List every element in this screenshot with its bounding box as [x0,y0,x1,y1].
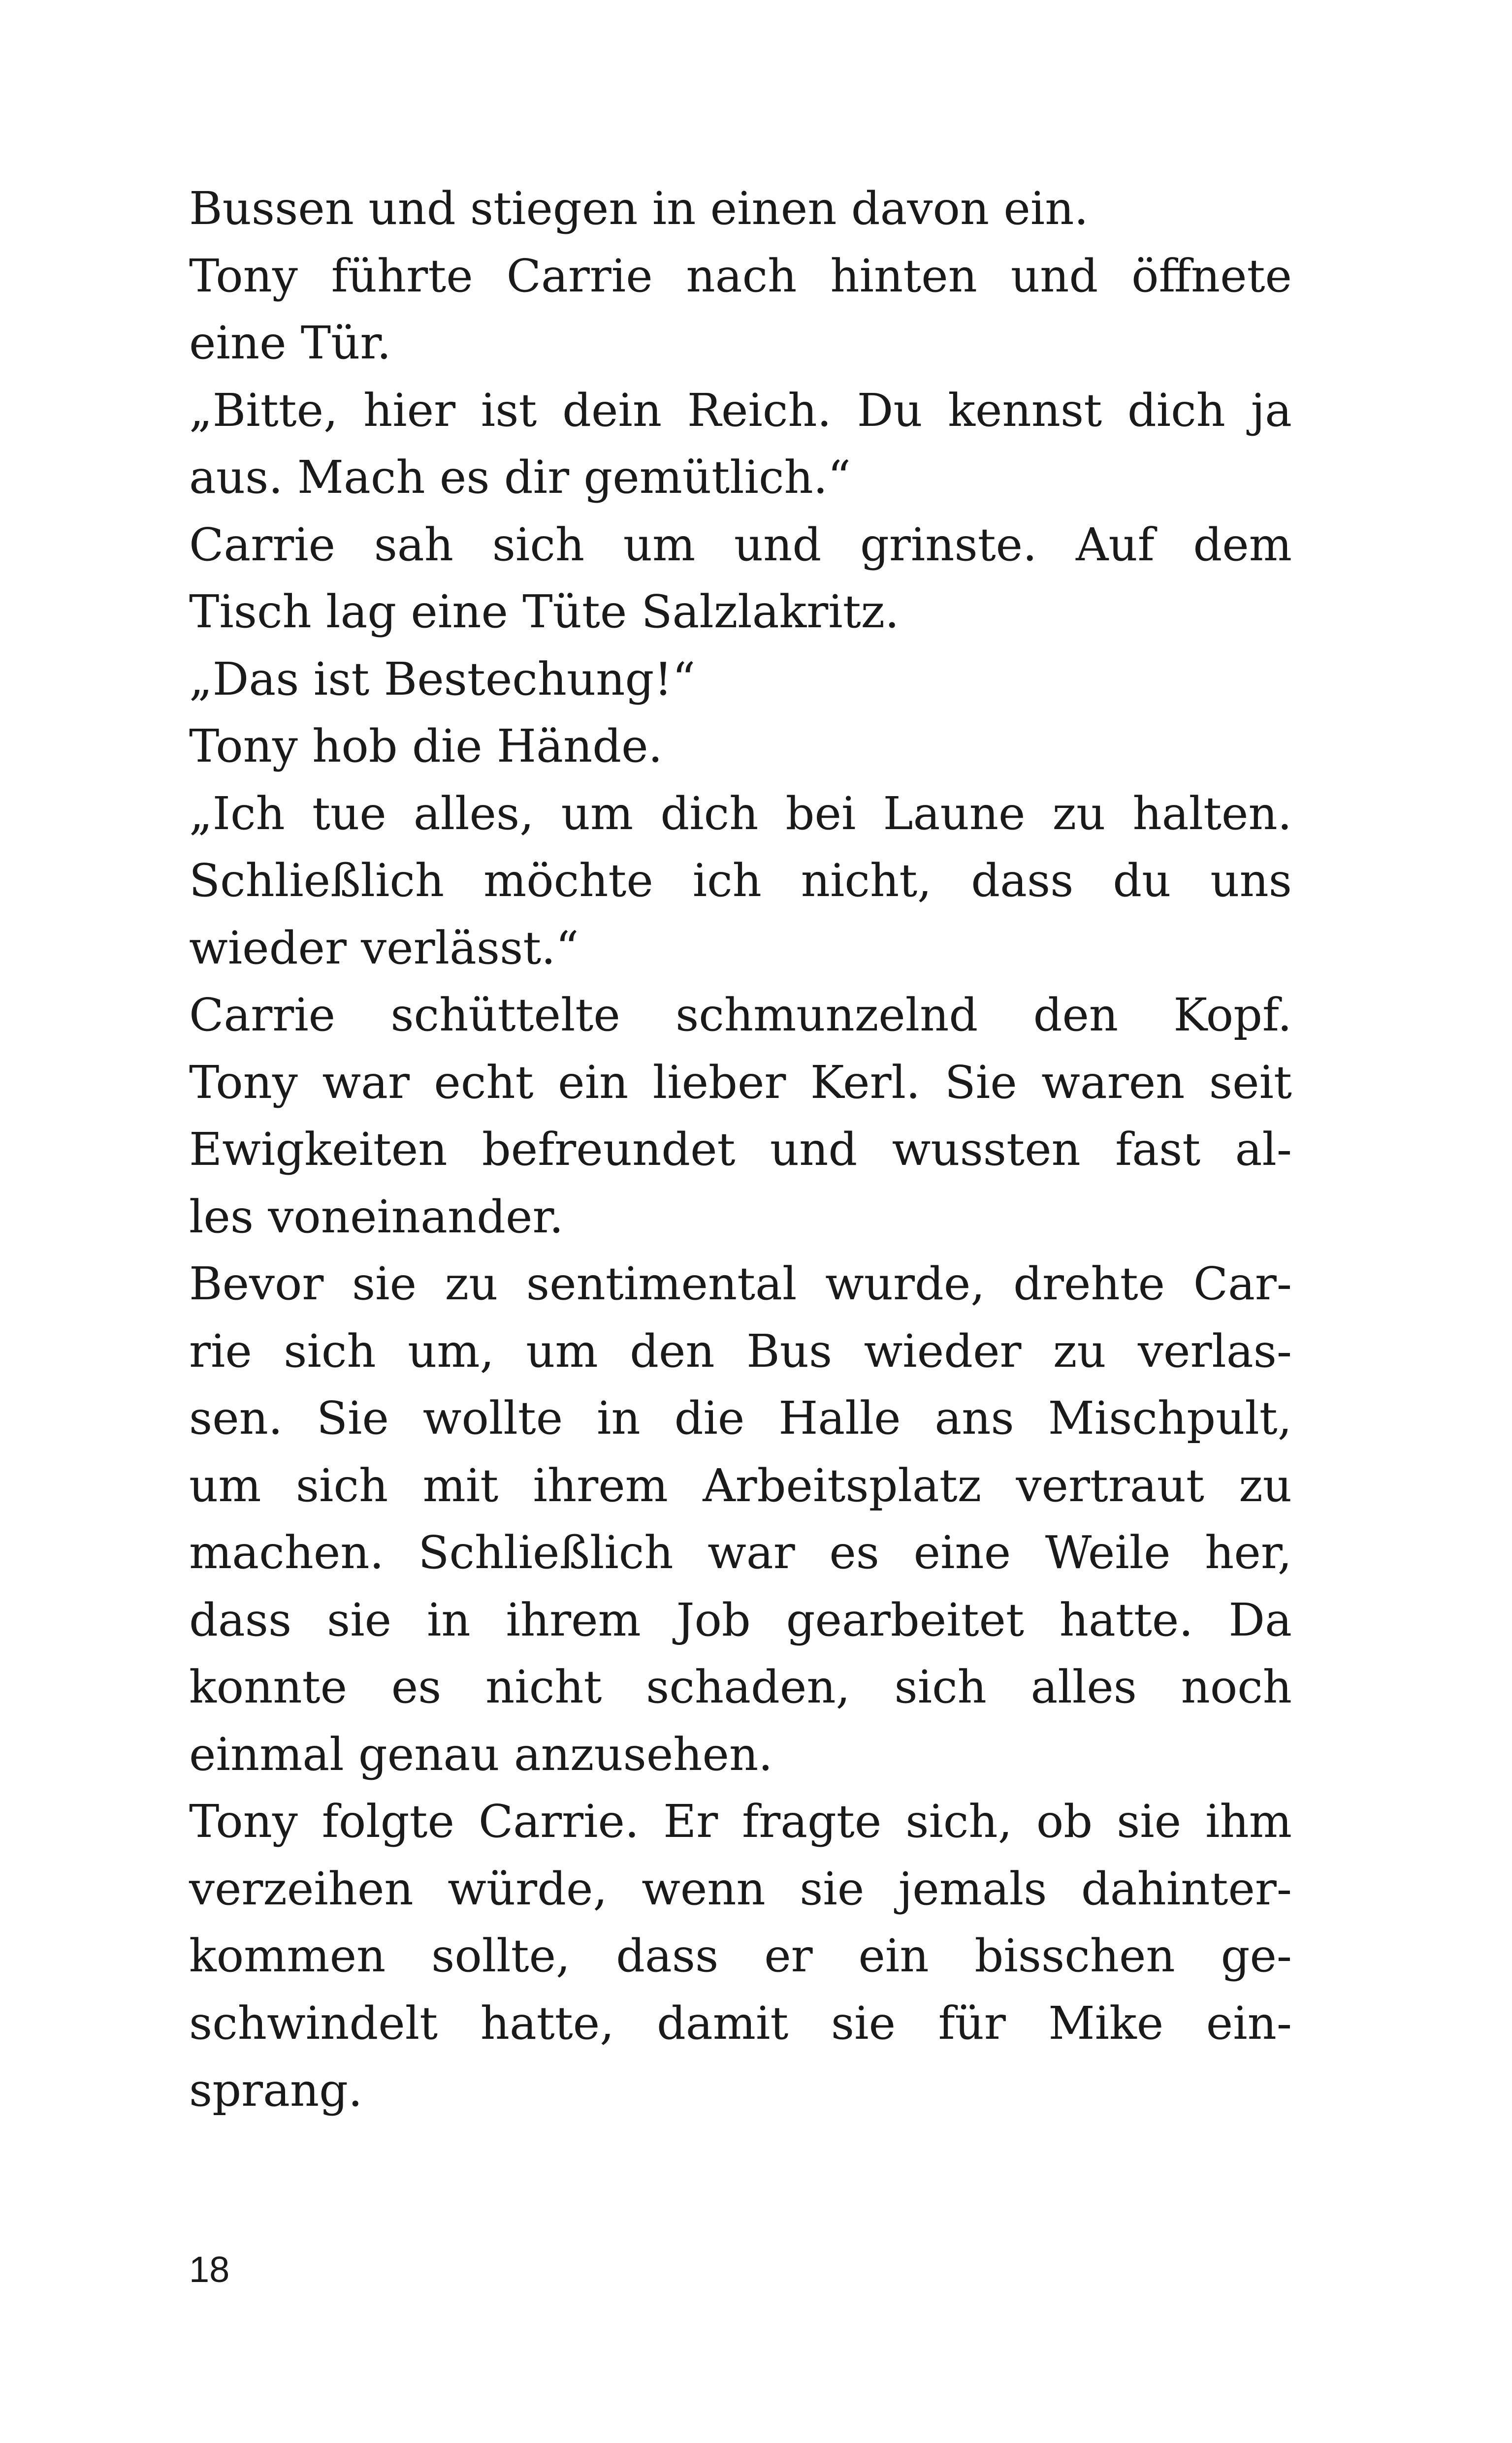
text-line: „Das ist Bestechung!“ [189,652,696,706]
text-line: dass sie in ihrem Job gearbeitet hatte. Da [189,1593,1292,1646]
text-line: Bussen und stiegen in einen davon ein. [189,182,1089,235]
text-line: Bevor sie zu sentimental wurde, drehte Car- [189,1257,1292,1310]
text-line: schwindelt hatte, damit sie für Mike ein- [189,1996,1292,2050]
text-line: um sich mit ihrem Arbeitsplatz vertraut zu [189,1459,1292,1512]
text-line: Tony war echt ein lieber Kerl. Sie waren seit [189,1056,1292,1109]
text-line: les voneinander. [189,1190,564,1243]
text-line: Tony folgte Carrie. Er fragte sich, ob sie ihm [189,1795,1292,1848]
text-line: rie sich um, um den Bus wieder zu verlas- [189,1324,1292,1378]
text-line: aus. Mach es dir gemütlich.“ [189,451,851,504]
text-line: sen. Sie wollte in die Halle ans Mischpult, [189,1392,1292,1445]
page-number: 18 [189,2249,230,2290]
text-line: Tisch lag eine Tüte Salzlakritz. [189,585,900,638]
text-line: Ewigkeiten befreundet und wussten fast al- [189,1123,1292,1176]
text-line: Tony hob die Hände. [189,720,663,772]
text-line: machen. Schließlich war es eine Weile her, [189,1526,1292,1579]
text-line: wieder verlässt.“ [189,921,579,974]
text-line: eine Tür. [189,317,391,369]
text-line: verzeihen würde, wenn sie jemals dahinter- [189,1862,1292,1915]
text-line: sprang. [189,2064,363,2117]
body-text [189,175,1292,2124]
text-line: Carrie schüttelte schmunzelnd den Kopf. [189,989,1292,1041]
text-line: konnte es nicht schaden, sich alles noch [189,1661,1292,1713]
text-line: „Bitte, hier ist dein Reich. Du kennst dich ja [189,384,1292,437]
text-line: Carrie sah sich um und grinste. Auf dem [189,518,1292,571]
text-line: Schließlich möchte ich nicht, dass du uns [189,854,1292,907]
text-line: kommen sollte, dass er ein bisschen ge- [189,1929,1292,1982]
text-line: einmal genau anzusehen. [189,1728,773,1781]
text-line: Tony führte Carrie nach hinten und öffnete [189,249,1292,302]
text-line: „Ich tue alles, um dich bei Laune zu halten. [189,787,1292,840]
